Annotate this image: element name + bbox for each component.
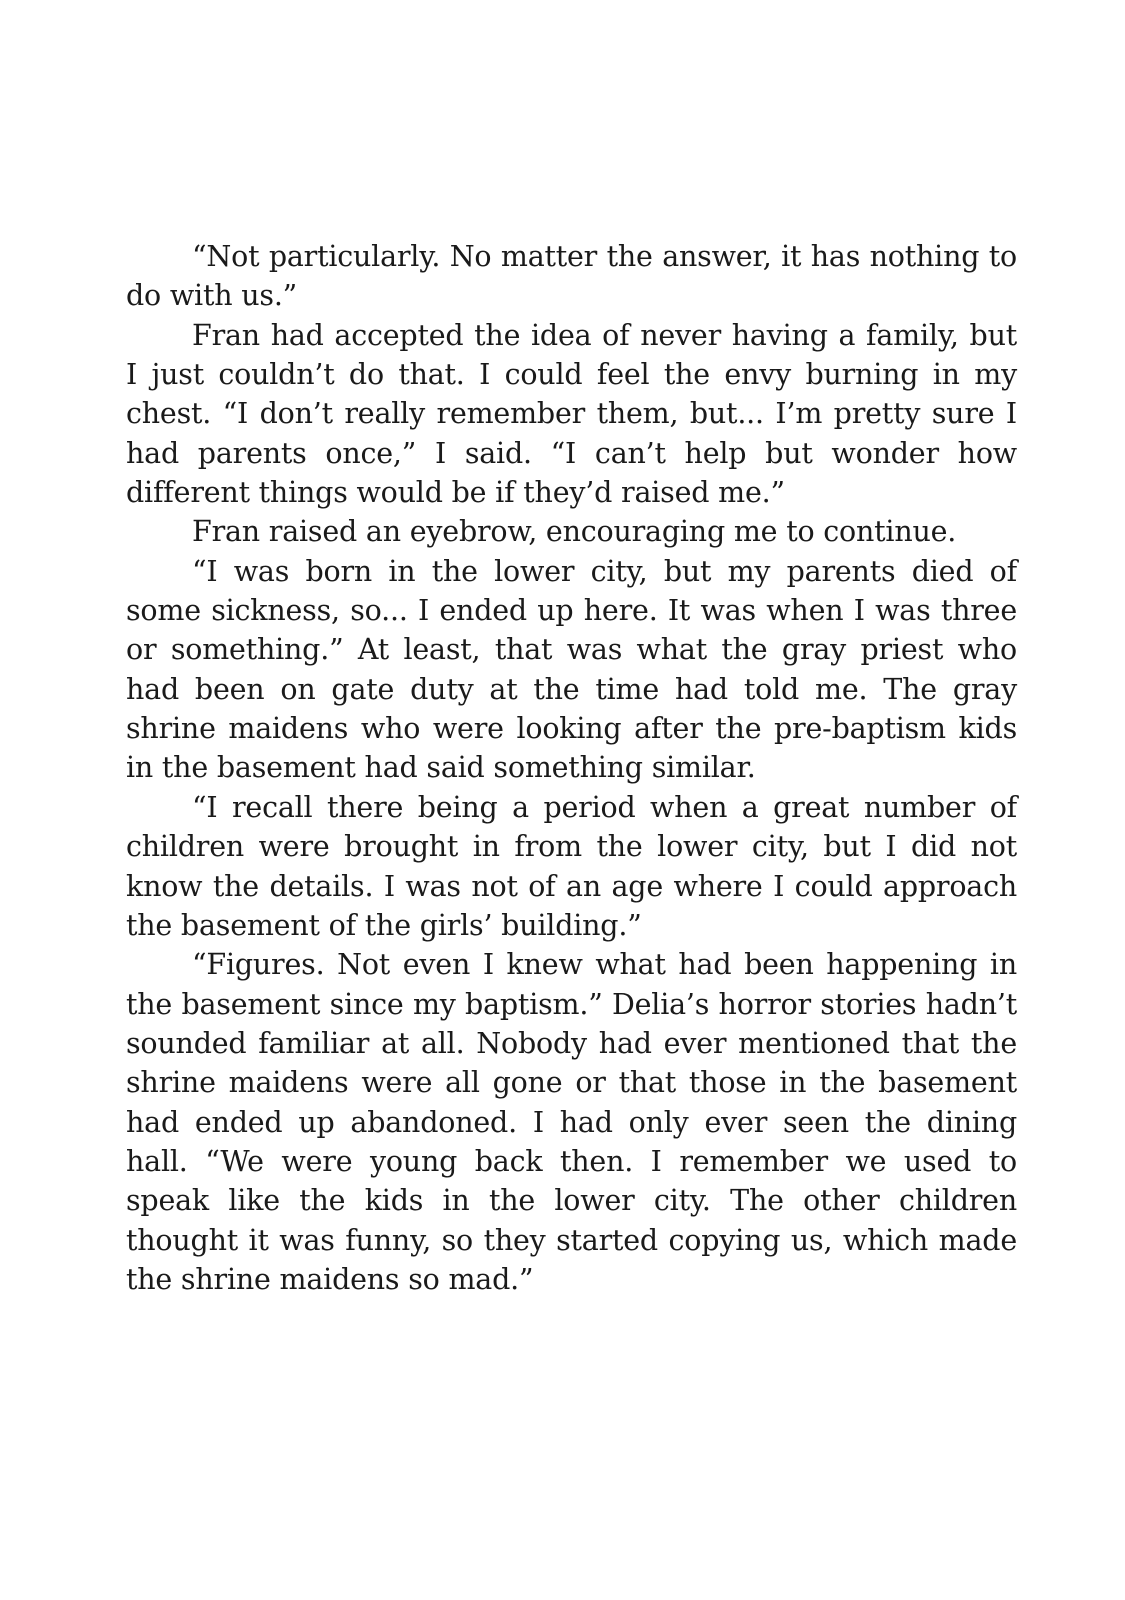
body-text bbox=[126, 237, 1017, 1299]
paragraph-5: “I recall there being a period when a great number of children were brought in from the lower city, but I did not know the details. I was not of an age where I could approach the basement of the girls’ building.” bbox=[126, 790, 1017, 942]
paragraph-6: “Figures. Not even I knew what had been happening in the basement since my baptism.” Delia’s horror stories hadn’t sounded familiar at all. Nobody had ever mentioned that the shrine maidens were all gone or that those in the basement had ended up abandoned. I had only ever seen the dining hall. “We were young back then. I remember we used to speak like the kids in the lower city. The other children thought it was funny, so they started copying us, which made the shrine maidens so mad.” bbox=[126, 948, 1017, 1296]
paragraph-4: “I was born in the lower city, but my parents died of some sickness, so... I ended up here. It was when I was three or something.” At least, that was what the gray priest who had been on gate duty at the time had told me. The gray shrine maidens who were looking after the pre-baptism kids in the basement had said something similar. bbox=[126, 554, 1017, 785]
paragraph-3: Fran raised an eyebrow, encouraging me to continue. bbox=[192, 515, 957, 549]
paragraph-1: “Not particularly. No matter the answer, it has nothing to do with us.” bbox=[126, 240, 1017, 313]
paragraph-2: Fran had accepted the idea of never having a family, but I just couldn’t do that. I could feel the envy burning in my chest. “I don’t really remember them, but... I’m pretty sure I had parents once,” I said. “I can’t help but wonder how different things would be if they’d raised me.” bbox=[126, 318, 1017, 510]
